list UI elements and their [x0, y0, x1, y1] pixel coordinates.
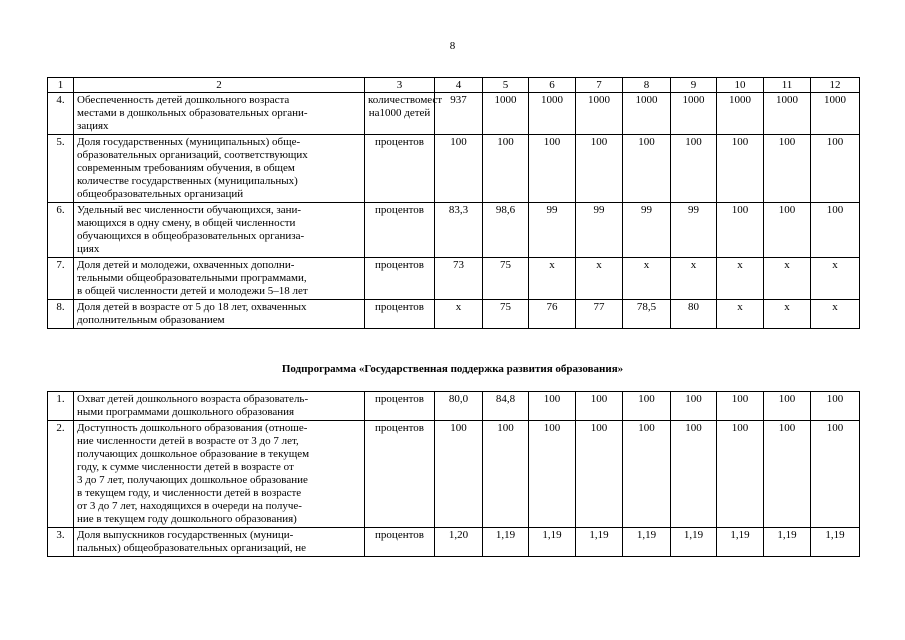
indicator-description-line: ние в текущем году дошкольного образования)	[77, 513, 297, 525]
value-cell: 100	[623, 421, 671, 528]
indicator-description-line: Доля выпускников государственных (муници-	[77, 529, 294, 541]
page-number: 8	[449, 40, 456, 52]
column-number: 3	[365, 78, 435, 93]
value-cell: 73	[435, 258, 483, 300]
value-cell: 99	[623, 203, 671, 258]
indicator-description-line: Удельный вес численности обучающихся, зани-	[77, 204, 302, 216]
value-cell: 100	[483, 421, 529, 528]
value-cell: 1,19	[483, 528, 529, 557]
row-number: 5.	[48, 135, 74, 203]
value-cell: 100	[717, 135, 764, 203]
value-cell: 1000	[529, 93, 576, 135]
value-cell: 100	[576, 421, 623, 528]
row-number: 4.	[48, 93, 74, 135]
unit-cell-line: мест на	[368, 94, 443, 119]
value-cell: 937	[435, 93, 483, 135]
indicator-description-line: тельными общеобразовательными программами,	[77, 272, 307, 284]
column-number: 11	[764, 78, 811, 93]
unit-cell-line: процентов	[375, 136, 424, 148]
value-cell: 100	[623, 135, 671, 203]
unit-cell	[365, 392, 435, 421]
column-number: 12	[811, 78, 860, 93]
indicator-description-line: году, к сумме численности детей в возрасте от	[77, 461, 294, 473]
value-cell: 84,8	[483, 392, 529, 421]
indicator-description-line: Доля государственных (муниципальных) обще-	[77, 136, 301, 148]
column-number: 7	[576, 78, 623, 93]
value-cell: 100	[811, 135, 860, 203]
value-cell: 75	[483, 258, 529, 300]
unit-cell	[365, 135, 435, 203]
value-cell: 100	[671, 135, 717, 203]
value-cell: 100	[811, 203, 860, 258]
value-cell: 78,5	[623, 300, 671, 329]
value-cell: x	[623, 258, 671, 300]
value-cell: 1,19	[576, 528, 623, 557]
indicator-description-line: Охват детей дошкольного возраста образователь-	[77, 393, 309, 405]
unit-cell	[365, 93, 443, 135]
indicator-description-line: количестве государственных (муниципальных)	[77, 175, 298, 187]
value-cell: 1000	[764, 93, 811, 135]
subprogram-title: Подпрограмма «Государственная поддержка развития образования»	[281, 363, 624, 375]
table-row	[48, 93, 860, 135]
indicator-description-line: циях	[77, 243, 100, 255]
unit-cell-line: процентов	[375, 422, 424, 434]
value-cell: 1,19	[717, 528, 764, 557]
value-cell: 1000	[483, 93, 529, 135]
unit-cell-line: процентов	[375, 259, 424, 271]
value-cell: 100	[717, 421, 764, 528]
indicator-description-line: в текущем году, и численности детей в возрасте	[77, 487, 302, 499]
indicator-description-line: Доля детей в возрасте от 5 до 18 лет, охваченных	[77, 301, 307, 313]
value-cell: 99	[576, 203, 623, 258]
unit-cell	[365, 300, 435, 329]
indicator-description-line: обучающихся в общеобразовательных организа-	[77, 230, 305, 242]
value-cell: x	[717, 300, 764, 329]
column-number: 8	[623, 78, 671, 93]
value-cell: 1,19	[671, 528, 717, 557]
value-cell: 77	[576, 300, 623, 329]
value-cell: x	[435, 300, 483, 329]
value-cell: 100	[717, 392, 764, 421]
row-number: 3.	[48, 528, 74, 557]
indicator-description	[74, 258, 365, 300]
value-cell: 100	[671, 392, 717, 421]
value-cell: 98,6	[483, 203, 529, 258]
value-cell: 100	[764, 203, 811, 258]
value-cell: 75	[483, 300, 529, 329]
value-cell: 100	[529, 421, 576, 528]
value-cell: 100	[576, 135, 623, 203]
value-cell: 99	[529, 203, 576, 258]
value-cell: 100	[529, 392, 576, 421]
value-cell: 100	[435, 421, 483, 528]
subprogram-indicators-table	[47, 391, 860, 557]
indicator-description-line: образовательных организаций, соответствующих	[77, 149, 308, 161]
indicator-description-line: пальных) общеобразовательных организаций, не	[77, 542, 306, 554]
unit-cell-line: процентов	[375, 393, 424, 405]
value-cell: 100	[717, 203, 764, 258]
table-row	[48, 203, 860, 258]
indicator-description-line: 3 до 7 лет, получающих дошкольное образование	[77, 474, 308, 486]
indicator-description	[74, 392, 365, 421]
value-cell: x	[811, 300, 860, 329]
indicator-description-line: дополнительным образованием	[77, 314, 225, 326]
value-cell: 100	[671, 421, 717, 528]
indicator-description-line: мающихся в одну смену, в общей численности	[77, 217, 296, 229]
value-cell: 1000	[717, 93, 764, 135]
value-cell: x	[811, 258, 860, 300]
indicator-description	[74, 93, 365, 135]
unit-cell	[365, 528, 435, 557]
unit-cell-line: количество	[368, 94, 421, 106]
indicator-description-line: ными программами дошкольного образования	[77, 406, 295, 418]
value-cell: x	[529, 258, 576, 300]
column-number: 6	[529, 78, 576, 93]
row-number: 8.	[48, 300, 74, 329]
indicator-description	[74, 300, 365, 329]
table-row	[48, 528, 860, 557]
value-cell: 100	[764, 392, 811, 421]
unit-cell-line: процентов	[375, 529, 424, 541]
indicator-description-line: Обеспеченность детей дошкольного возраста	[77, 94, 290, 106]
unit-cell-line: 1000 детей	[379, 107, 431, 119]
value-cell: x	[671, 258, 717, 300]
indicator-description-line: Доля детей и молодежи, охваченных дополни-	[77, 259, 295, 271]
column-number: 1	[48, 78, 74, 93]
value-cell: 100	[529, 135, 576, 203]
column-number: 5	[483, 78, 529, 93]
value-cell: 100	[811, 421, 860, 528]
value-cell: 99	[671, 203, 717, 258]
row-number: 1.	[48, 392, 74, 421]
column-number: 10	[717, 78, 764, 93]
indicator-description-line: Доступность дошкольного образования (отноше-	[77, 422, 308, 434]
row-number: 2.	[48, 421, 74, 528]
unit-cell	[365, 421, 435, 528]
value-cell: 80	[671, 300, 717, 329]
column-number-row	[48, 78, 860, 93]
indicator-description	[74, 421, 365, 528]
value-cell: 1,19	[764, 528, 811, 557]
value-cell: 100	[483, 135, 529, 203]
value-cell: 80,0	[435, 392, 483, 421]
value-cell: x	[576, 258, 623, 300]
indicator-description	[74, 135, 365, 203]
indicator-description-line: общеобразовательных организаций	[77, 188, 244, 200]
row-number: 6.	[48, 203, 74, 258]
indicator-description-line: ние численности детей в возрасте от 3 до 7 лет,	[77, 435, 299, 447]
value-cell: 1,19	[811, 528, 860, 557]
value-cell: 100	[623, 392, 671, 421]
row-number: 7.	[48, 258, 74, 300]
value-cell: x	[717, 258, 764, 300]
value-cell: 1000	[576, 93, 623, 135]
value-cell: 1000	[811, 93, 860, 135]
table-row	[48, 300, 860, 329]
value-cell: 1,19	[623, 528, 671, 557]
value-cell: 1,20	[435, 528, 483, 557]
table-row	[48, 135, 860, 203]
column-number: 9	[671, 78, 717, 93]
value-cell: 100	[435, 135, 483, 203]
unit-cell-line: процентов	[375, 301, 424, 313]
table-row	[48, 258, 860, 300]
indicator-description	[74, 528, 365, 557]
indicator-description-line: местами в дошкольных образовательных органи-	[77, 107, 308, 119]
indicator-description-line: в общей численности детей и молодежи 5–18 лет	[77, 285, 308, 297]
value-cell: x	[764, 258, 811, 300]
indicator-description-line: современным требованиям обучения, в общем	[77, 162, 295, 174]
indicator-description-line: получающих дошкольное образование в текущем	[77, 448, 310, 460]
column-number: 2	[74, 78, 365, 93]
value-cell: 100	[764, 135, 811, 203]
value-cell: 100	[811, 392, 860, 421]
unit-cell	[365, 203, 435, 258]
value-cell: 83,3	[435, 203, 483, 258]
value-cell: 100	[764, 421, 811, 528]
column-number: 4	[435, 78, 483, 93]
value-cell: 1000	[623, 93, 671, 135]
indicators-table	[47, 77, 860, 329]
unit-cell	[365, 258, 435, 300]
value-cell: 76	[529, 300, 576, 329]
value-cell: 1000	[671, 93, 717, 135]
value-cell: x	[764, 300, 811, 329]
value-cell: 1,19	[529, 528, 576, 557]
indicator-description-line: от 3 до 7 лет, находящихся в очереди на получе-	[77, 500, 302, 512]
unit-cell-line: процентов	[375, 204, 424, 216]
table-row	[48, 392, 860, 421]
indicator-description-line: зациях	[77, 120, 109, 132]
table-row	[48, 421, 860, 528]
value-cell: 100	[576, 392, 623, 421]
indicator-description	[74, 203, 365, 258]
